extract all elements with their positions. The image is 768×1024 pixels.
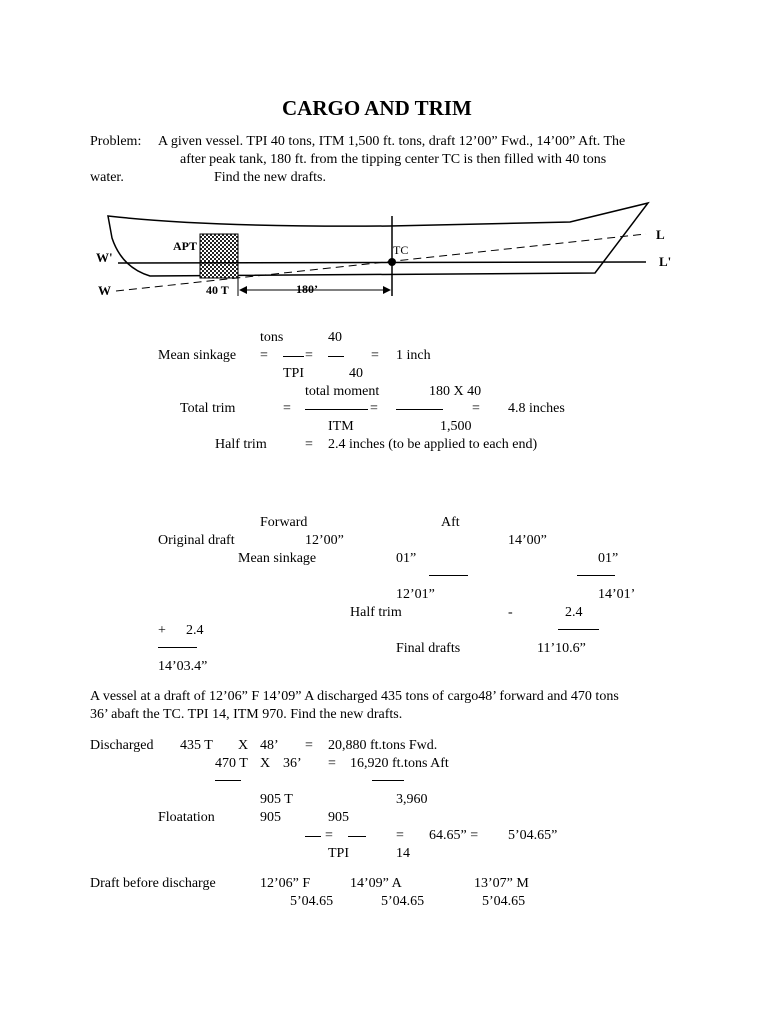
half-trim-result: 2.4 inches (to be applied to each end) <box>328 437 538 452</box>
floatation-label: Floatation <box>158 810 215 825</box>
plus-sign: + <box>158 623 166 638</box>
floatation-tpi: TPI <box>328 846 349 861</box>
trim-denominator-itm: ITM <box>328 419 354 434</box>
floatation-equals-2: = <box>396 828 404 843</box>
problem-text-line-2: after peak tank, 180 ft. from the tipping center TC is then filled with 40 tons <box>180 152 607 167</box>
original-draft-aft: 14’00” <box>508 533 547 548</box>
row1-times: X <box>238 738 249 753</box>
floatation-905-b: 905 <box>328 810 349 825</box>
total-trim-label: Total trim <box>180 401 236 416</box>
row2-result: 16,920 ft.tons Aft <box>350 756 449 771</box>
half-trim-equals: = <box>305 437 313 452</box>
sinkage-fraction-bar-1 <box>283 356 304 357</box>
row1-distance: 48’ <box>260 738 279 753</box>
sinkage-numerator-40: 40 <box>328 330 342 345</box>
problem2-line-2: 36’ abaft the TC. TPI 14, ITM 970. Find the new drafts. <box>90 707 403 722</box>
trim-equals-1: = <box>283 401 291 416</box>
trim-equals-2: = <box>370 401 378 416</box>
apt-label: APT <box>173 239 197 253</box>
after-peak-tank <box>200 234 238 278</box>
problem-text-line-1: A given vessel. TPI 40 tons, ITM 1,500 ft. tons, draft 12’00” Fwd., 14’00” Aft. The <box>158 134 626 149</box>
sinkage-numerator-tons: tons <box>260 330 284 345</box>
row1-weight: 435 T <box>180 738 213 753</box>
row1-result: 20,880 ft.tons Fwd. <box>328 738 438 753</box>
trim-fraction-bar-2 <box>396 409 443 410</box>
row2-distance: 36’ <box>283 756 302 771</box>
weight-total: 905 T <box>260 792 293 807</box>
floatation-14: 14 <box>396 846 410 861</box>
table-half-trim-value: 2.4 <box>565 605 583 620</box>
aft-header: Aft <box>441 515 460 530</box>
trim-result: 4.8 inches <box>508 401 565 416</box>
weight-label: 40 T <box>206 283 229 297</box>
forward-header: Forward <box>260 515 308 530</box>
floatation-result-feet: 5’04.65” <box>508 828 558 843</box>
trim-equals-3: = <box>472 401 480 416</box>
sinkage-forward: 5’04.65 <box>290 894 334 909</box>
sinkage-equals-1: = <box>260 348 268 363</box>
w-prime-label: W' <box>96 250 113 265</box>
sinkage-equals-3: = <box>371 348 379 363</box>
draft-before-forward: 12’06” F <box>260 876 311 891</box>
sum-rule-forward <box>429 575 468 576</box>
l-prime-label: L' <box>659 254 672 269</box>
final-draft-aft: 14’03.4” <box>158 659 208 674</box>
table-mean-sinkage-forward: 01” <box>396 551 417 566</box>
subtotal-aft: 14’01’ <box>598 587 636 602</box>
final-rule-left <box>158 647 197 648</box>
trim-fraction-bar-1 <box>305 409 368 410</box>
half-trim-label: Half trim <box>215 437 267 452</box>
sinkage-denominator-40: 40 <box>349 366 363 381</box>
sinkage-mean: 5’04.65 <box>482 894 526 909</box>
table-half-trim-minus: - <box>508 605 513 620</box>
moment-sum-rule <box>372 780 404 781</box>
table-mean-sinkage-aft: 01” <box>598 551 619 566</box>
final-rule-aft <box>558 629 599 630</box>
problem-label: Problem: <box>90 134 142 149</box>
original-draft-label: Original draft <box>158 533 235 548</box>
draft-before-mean: 13’07” M <box>474 876 529 891</box>
sinkage-result: 1 inch <box>396 348 431 363</box>
draft-before-aft: 14’09” A <box>350 876 402 891</box>
row1-equals: = <box>305 738 313 753</box>
floatation-equals-1: = <box>325 828 333 843</box>
floatation-905-a: 905 <box>260 810 281 825</box>
row2-weight: 470 T <box>215 756 248 771</box>
floatation-fraction-bar-2 <box>348 836 366 837</box>
l-label: L <box>656 227 665 242</box>
sinkage-fraction-bar-2 <box>328 356 344 357</box>
waterline-w-prime-l-prime <box>118 262 646 263</box>
weight-sum-rule <box>215 780 241 781</box>
draft-before-label: Draft before discharge <box>90 876 216 891</box>
tipping-center-point <box>388 258 396 266</box>
sum-rule-aft <box>577 575 615 576</box>
sinkage-equals-2: = <box>305 348 313 363</box>
distance-label: 180’ <box>296 282 318 296</box>
table-mean-sinkage-label: Mean sinkage <box>238 551 317 566</box>
problem2-line-1: A vessel at a draft of 12’06” F 14’09” A discharged 435 tons of cargo48’ forward and 470 tons <box>90 689 619 704</box>
trim-denominator-value: 1,500 <box>440 419 472 434</box>
subtotal-forward: 12’01” <box>396 587 435 602</box>
final-drafts-label: Final drafts <box>396 641 461 656</box>
row2-times: X <box>260 756 271 771</box>
page-title: CARGO AND TRIM <box>282 96 472 120</box>
original-draft-forward: 12’00” <box>305 533 344 548</box>
sinkage-denominator-tpi: TPI <box>283 366 304 381</box>
plus-value: 2.4 <box>186 623 204 638</box>
w-label: W <box>98 283 111 298</box>
mean-sinkage-label: Mean sinkage <box>158 348 237 363</box>
trim-numerator-moment: total moment <box>305 384 380 399</box>
vessel-trim-diagram <box>90 198 680 306</box>
floatation-fraction-bar-1 <box>305 836 321 837</box>
trim-numerator-values: 180 X 40 <box>429 384 482 399</box>
problem-text-line-3b: Find the new drafts. <box>214 170 326 185</box>
problem-text-line-3a: water. <box>90 170 124 185</box>
discharged-label: Discharged <box>90 738 154 753</box>
row2-equals: = <box>328 756 336 771</box>
table-half-trim-label: Half trim <box>350 605 402 620</box>
floatation-result-inches: 64.65” = <box>429 828 479 843</box>
tc-label: TC <box>393 243 409 257</box>
final-draft-forward: 11’10.6” <box>537 641 586 656</box>
moment-total: 3,960 <box>396 792 428 807</box>
sinkage-aft: 5’04.65 <box>381 894 425 909</box>
